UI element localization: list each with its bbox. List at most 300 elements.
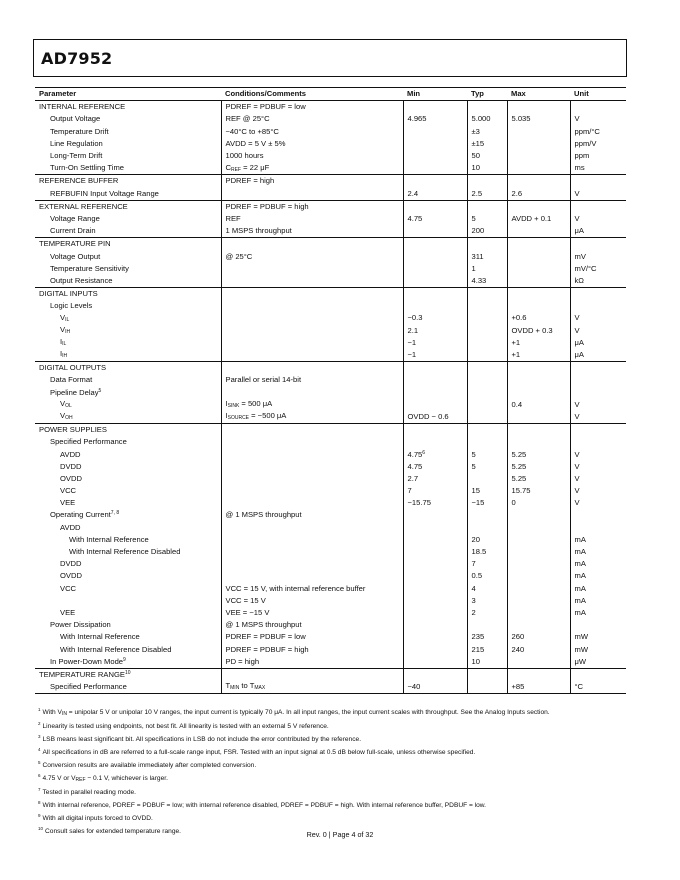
cell-cond [221, 187, 403, 200]
cell-min: −40 [403, 681, 467, 694]
cell-param: With Internal Reference Disabled [69, 547, 181, 557]
cell-cond [221, 473, 403, 485]
cell-param: Voltage Output [50, 251, 101, 261]
footnotes [38, 705, 638, 837]
cell-typ: 5 [467, 213, 507, 225]
cell-param: DIGITAL OUTPUTS [35, 361, 221, 374]
cell-max [507, 162, 570, 175]
cell-cond: @ 1 MSPS throughput [221, 619, 403, 631]
cell-cond: REF [221, 213, 403, 225]
cell-unit [570, 668, 626, 681]
cell-param: Turn-On Settling Time [50, 163, 124, 173]
cell-typ [467, 101, 507, 114]
cell-max [507, 570, 570, 582]
cell-typ: 235 [467, 631, 507, 643]
cell-max: OVDD + 0.3 [507, 324, 570, 336]
section-row [35, 101, 626, 114]
cell-max [507, 386, 570, 398]
cell-typ: 10 [467, 162, 507, 175]
cell-unit [570, 287, 626, 300]
cell-max [507, 287, 570, 300]
cell-max [507, 619, 570, 631]
cell-cond: PDREF = PDBUF = high [221, 200, 403, 213]
cell-param: With Internal Reference Disabled [60, 644, 172, 654]
cell-typ: 215 [467, 643, 507, 655]
cell-typ [467, 200, 507, 213]
cell-min [403, 631, 467, 643]
table-row [35, 681, 626, 694]
cell-unit: V [570, 473, 626, 485]
cell-min [403, 238, 467, 251]
cell-param: Data Format [50, 375, 93, 385]
cell-typ: 0.5 [467, 570, 507, 582]
cell-cond [221, 238, 403, 251]
cell-param: VCC [60, 583, 77, 593]
cell-cond: PDREF = PDBUF = low [221, 101, 403, 114]
table-row [35, 275, 626, 288]
cell-cond: VCC = 15 V [221, 595, 403, 607]
cell-typ [467, 175, 507, 188]
cell-min: 2.4 [403, 187, 467, 200]
cell-min [403, 374, 467, 386]
cell-min: 4.75$^6$ [403, 448, 467, 460]
cell-min [403, 225, 467, 238]
cell-cond [221, 521, 403, 533]
cell-typ: −15 [467, 497, 507, 509]
cell-cond: @ 25°C [221, 250, 403, 262]
table-body [35, 101, 626, 694]
cell-unit [570, 423, 626, 436]
cell-unit: mW [570, 631, 626, 643]
cell-param: DVDD [60, 461, 82, 471]
table-row [35, 436, 626, 448]
cell-typ: 7 [467, 558, 507, 570]
cell-cond [221, 460, 403, 472]
table-row [35, 448, 626, 460]
cell-param: Specified Performance [35, 681, 221, 694]
cell-max [507, 509, 570, 521]
cell-cond [221, 324, 403, 336]
cell-max: 5.25 [507, 460, 570, 472]
page-footer: Rev. 0 | Page 4 of 32 [306, 830, 374, 839]
cell-unit: mA [570, 534, 626, 546]
cell-min [403, 386, 467, 398]
cell-typ [467, 337, 507, 349]
cell-param: VEE [60, 498, 76, 508]
cell-max: 5.25 [507, 448, 570, 460]
table-row [35, 349, 626, 362]
cell-min [403, 262, 467, 274]
cell-min: 4.965 [403, 113, 467, 125]
cell-unit: V [570, 324, 626, 336]
table-row [35, 546, 626, 558]
table-row [35, 250, 626, 262]
cell-min [403, 287, 467, 300]
column-header-unit: Unit [570, 88, 626, 101]
table-row [35, 399, 626, 411]
cell-unit: V [570, 113, 626, 125]
cell-cond [221, 436, 403, 448]
table-row [35, 187, 626, 200]
cell-param: Long-Term Drift [50, 151, 103, 161]
cell-param: Output Resistance [50, 275, 113, 285]
cell-cond [221, 262, 403, 274]
table-row [35, 582, 626, 594]
section-row [35, 287, 626, 300]
cell-param: REFERENCE BUFFER [35, 175, 221, 188]
table-header-row [35, 88, 626, 101]
cell-cond: PDREF = high [221, 175, 403, 188]
cell-max: 0.4 [507, 399, 570, 411]
cell-unit: mA [570, 546, 626, 558]
cell-cond [221, 668, 403, 681]
cell-max [507, 668, 570, 681]
footnote: $^{10}$ Consult sales for extended temperature range. [38, 826, 181, 835]
cell-unit [570, 300, 626, 312]
cell-unit: V [570, 213, 626, 225]
table-row [35, 300, 626, 312]
cell-typ: 311 [467, 250, 507, 262]
cell-unit [570, 509, 626, 521]
table-row [35, 225, 626, 238]
cell-typ: 3 [467, 595, 507, 607]
cell-typ [467, 361, 507, 374]
cell-min: −0.3 [403, 312, 467, 324]
cell-max [507, 200, 570, 213]
cell-min [403, 534, 467, 546]
cell-max [507, 534, 570, 546]
cell-unit [570, 436, 626, 448]
cell-min [403, 162, 467, 175]
cell-param: VCC [60, 486, 77, 496]
cell-max [507, 175, 570, 188]
cell-max [507, 275, 570, 288]
cell-typ [467, 509, 507, 521]
cell-unit: mA [570, 582, 626, 594]
cell-cond: PDREF = PDBUF = low [221, 631, 403, 643]
table-row [35, 162, 626, 175]
cell-param: $V_{OH}$ [60, 411, 73, 422]
section-row [35, 175, 626, 188]
cell-unit: ppm/°C [570, 125, 626, 137]
table-row [35, 213, 626, 225]
table-row [35, 485, 626, 497]
cell-unit: μA [570, 225, 626, 238]
footnote: $^2$ Linearity is tested using endpoints, not best fit. All linearity is tested with an external 5 V reference. [38, 721, 329, 730]
cell-typ [467, 386, 507, 398]
cell-cond: $I_{SOURCE} = -500$ μA [221, 411, 403, 424]
cell-max: +1 [507, 337, 570, 349]
table-row [35, 570, 626, 582]
table-row [35, 509, 626, 521]
cell-typ [467, 238, 507, 251]
cell-max [507, 225, 570, 238]
cell-min: −1 [403, 337, 467, 349]
cell-cond [221, 534, 403, 546]
cell-max [507, 138, 570, 150]
cell-min [403, 361, 467, 374]
cell-typ: 50 [467, 150, 507, 162]
cell-typ: 10 [467, 655, 507, 668]
cell-typ [467, 287, 507, 300]
cell-cond: $C_{REF} = 22$ μF [221, 162, 403, 175]
cell-param: $I_{IH}$ [60, 349, 68, 360]
footnote: $^9$ With all digital inputs forced to OVDD. [38, 813, 153, 822]
cell-max [507, 521, 570, 533]
cell-param: With Internal Reference [69, 534, 149, 544]
cell-max: 0 [507, 497, 570, 509]
cell-cond [221, 275, 403, 288]
cell-unit: mV [570, 250, 626, 262]
cell-cond: −40°C to +85°C [221, 125, 403, 137]
cell-max [507, 361, 570, 374]
cell-param: $I_{IL}$ [60, 337, 67, 348]
cell-unit [570, 374, 626, 386]
cell-min [403, 655, 467, 668]
cell-max [507, 607, 570, 619]
table-row [35, 521, 626, 533]
cell-typ: ±3 [467, 125, 507, 137]
table-row [35, 150, 626, 162]
cell-typ [467, 521, 507, 533]
cell-param: Line Regulation [50, 138, 103, 148]
cell-cond [221, 558, 403, 570]
cell-min [403, 643, 467, 655]
cell-cond [221, 386, 403, 398]
footnote: $^3$ LSB means least significant bit. All specifications in LSB do not include the error contributed by the reference. [38, 734, 362, 743]
cell-cond: $T_{MIN}$ to $T_{MAX}$ [221, 681, 403, 694]
table-row [35, 138, 626, 150]
table-row [35, 386, 626, 398]
table-row [35, 337, 626, 349]
cell-max [507, 423, 570, 436]
table-row [35, 631, 626, 643]
cell-min: −15.75 [403, 497, 467, 509]
document-title: AD7952 [41, 49, 113, 68]
cell-unit: mA [570, 595, 626, 607]
footnote: $^6$ 4.75 V or $V_{REF} - 0.1$ V, whichever is larger. [38, 773, 168, 783]
cell-param: POWER SUPPLIES [35, 423, 221, 436]
cell-cond: 1 MSPS throughput [221, 225, 403, 238]
column-header-min: Min [403, 88, 467, 101]
footnote: $^8$ With internal reference, PDREF = PDBUF = low; with internal reference disabled, PDREF = PDBUF = high. With internal reference buffer, PDBUF = low. [38, 800, 487, 809]
cell-min [403, 125, 467, 137]
section-row [35, 361, 626, 374]
cell-unit: μA [570, 337, 626, 349]
cell-param: Output Voltage [50, 114, 101, 124]
cell-max: 260 [507, 631, 570, 643]
cell-max [507, 558, 570, 570]
cell-param: Specified Performance [50, 437, 127, 447]
footnote: $^4$ All specifications in dB are referred to a full-scale range input, FSR. Tested with an input signal at 0.5 dB below full-scale, unless otherwise specified. [38, 747, 476, 756]
cell-unit: V [570, 497, 626, 509]
cell-typ [467, 374, 507, 386]
table-row [35, 262, 626, 274]
cell-param: Current Drain [50, 226, 96, 236]
cell-cond [221, 570, 403, 582]
cell-param: TEMPERATURE RANGE$^{10}$ [35, 668, 221, 681]
cell-param: OVDD [60, 473, 82, 483]
cell-max [507, 546, 570, 558]
cell-cond [221, 485, 403, 497]
cell-max [507, 655, 570, 668]
cell-min [403, 138, 467, 150]
table-row [35, 374, 626, 386]
cell-max: 15.75 [507, 485, 570, 497]
cell-min [403, 595, 467, 607]
cell-min [403, 546, 467, 558]
cell-cond [221, 546, 403, 558]
cell-min: 7 [403, 485, 467, 497]
cell-param: TEMPERATURE PIN [35, 238, 221, 251]
cell-cond: PD = high [221, 655, 403, 668]
table-row [35, 643, 626, 655]
cell-cond: AVDD = 5 V ± 5% [221, 138, 403, 150]
table-row [35, 655, 626, 668]
cell-typ: 5 [467, 460, 507, 472]
cell-unit: μA [570, 349, 626, 362]
cell-min [403, 399, 467, 411]
cell-unit: V [570, 485, 626, 497]
cell-cond [221, 312, 403, 324]
cell-unit: μW [570, 655, 626, 668]
cell-max: AVDD + 0.1 [507, 213, 570, 225]
cell-unit: V [570, 411, 626, 424]
cell-typ: ±15 [467, 138, 507, 150]
cell-max [507, 101, 570, 114]
cell-param: $V_{IH}$ [60, 324, 71, 335]
cell-param: $V_{IL}$ [60, 312, 70, 323]
cell-cond [221, 300, 403, 312]
cell-min: 2.7 [403, 473, 467, 485]
cell-min [403, 607, 467, 619]
cell-typ: 18.5 [467, 546, 507, 558]
cell-typ [467, 399, 507, 411]
cell-typ [467, 349, 507, 362]
cell-cond [221, 423, 403, 436]
cell-unit [570, 361, 626, 374]
column-header-conditions: Conditions/Comments [221, 88, 403, 101]
cell-max: 240 [507, 643, 570, 655]
cell-typ: 1 [467, 262, 507, 274]
cell-unit [570, 101, 626, 114]
cell-max: +0.6 [507, 312, 570, 324]
cell-cond: $I_{SINK} = 500$ μA [221, 399, 403, 411]
cell-min [403, 509, 467, 521]
cell-typ [467, 681, 507, 694]
column-header-typ: Typ [467, 88, 507, 101]
cell-cond: PDREF = PDBUF = high [221, 643, 403, 655]
table-row [35, 607, 626, 619]
cell-typ: 5 [467, 448, 507, 460]
cell-param: With Internal Reference [60, 632, 140, 642]
cell-max [507, 374, 570, 386]
cell-typ [467, 312, 507, 324]
table-row [35, 558, 626, 570]
cell-max: 2.6 [507, 187, 570, 200]
table-row [35, 125, 626, 137]
cell-unit: mA [570, 607, 626, 619]
cell-cond: REF @ 25°C [221, 113, 403, 125]
cell-unit [570, 619, 626, 631]
cell-unit: V [570, 399, 626, 411]
cell-min: 4.75 [403, 460, 467, 472]
cell-param: DIGITAL INPUTS [35, 287, 221, 300]
cell-min: OVDD − 0.6 [403, 411, 467, 424]
cell-unit: V [570, 448, 626, 460]
footnote: $^5$ Conversion results are available immediately after completed conversion. [38, 760, 257, 769]
cell-typ [467, 324, 507, 336]
cell-unit: mA [570, 570, 626, 582]
cell-min [403, 619, 467, 631]
cell-max [507, 150, 570, 162]
cell-max [507, 250, 570, 262]
table-row [35, 473, 626, 485]
cell-min [403, 250, 467, 262]
cell-param: INTERNAL REFERENCE [39, 102, 126, 112]
cell-typ [467, 423, 507, 436]
cell-param: Logic Levels [50, 301, 93, 311]
cell-param: OVDD [60, 571, 82, 581]
cell-min [403, 200, 467, 213]
cell-max: +1 [507, 349, 570, 362]
footnote: $^1$ With $V_{IN}$ = unipolar 5 V or unipolar 10 V ranges, the input current is typically 70 μA. In all input ranges, the input current scales with throughput. See the Analog Inputs section. [38, 707, 550, 717]
cell-unit: mW [570, 643, 626, 655]
cell-typ [467, 668, 507, 681]
specifications-table [35, 87, 626, 694]
table-row [35, 595, 626, 607]
cell-unit: ppm [570, 150, 626, 162]
table-row [35, 411, 626, 424]
cell-typ [467, 473, 507, 485]
column-header-parameter: Parameter [35, 88, 221, 101]
cell-max [507, 595, 570, 607]
cell-typ: 2.5 [467, 187, 507, 200]
cell-typ [467, 619, 507, 631]
cell-min: 2.1 [403, 324, 467, 336]
cell-typ [467, 436, 507, 448]
footnote: $^7$ Tested in parallel reading mode. [38, 787, 136, 796]
section-row [35, 200, 626, 213]
section-row [35, 238, 626, 251]
cell-min [403, 275, 467, 288]
cell-param [35, 595, 221, 607]
cell-unit: kΩ [570, 275, 626, 288]
cell-param: Power Dissipation [50, 620, 111, 630]
cell-cond [221, 361, 403, 374]
cell-param: EXTERNAL REFERENCE [35, 200, 221, 213]
cell-min [403, 668, 467, 681]
cell-max [507, 300, 570, 312]
cell-max [507, 262, 570, 274]
cell-cond [221, 349, 403, 362]
cell-min: 4.75 [403, 213, 467, 225]
cell-cond [221, 337, 403, 349]
table-row [35, 534, 626, 546]
cell-param: REFBUFIN Input Voltage Range [50, 188, 159, 198]
cell-min [403, 101, 467, 114]
cell-max [507, 582, 570, 594]
cell-typ: 4.33 [467, 275, 507, 288]
cell-max [507, 411, 570, 424]
cell-unit: ppm/V [570, 138, 626, 150]
cell-max [507, 238, 570, 251]
cell-typ: 5.000 [467, 113, 507, 125]
table-row [35, 113, 626, 125]
cell-typ [467, 300, 507, 312]
cell-param: AVDD [60, 522, 81, 532]
cell-min [403, 423, 467, 436]
